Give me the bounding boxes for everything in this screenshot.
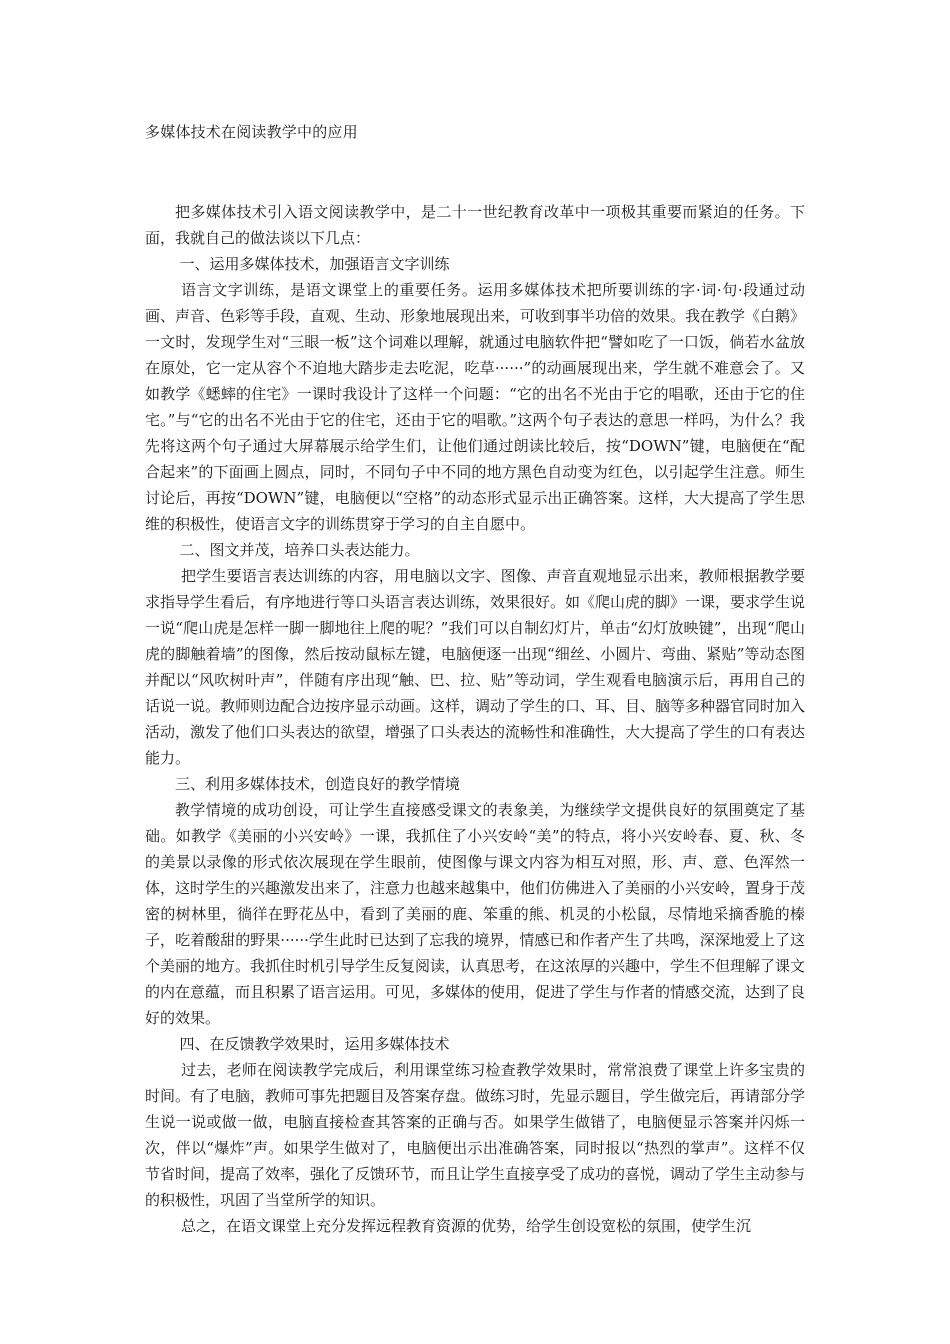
section-heading-1: 一、运用多媒体技术，加强语言文字训练 [179,255,450,273]
document-body [145,199,805,1239]
section-heading-4: 四、在反馈教学效果时，运用多媒体技术 [179,1035,450,1053]
document-title: 多媒体技术在阅读教学中的应用 [145,123,358,141]
section-4-paragraph: 过去，老师在阅读教学完成后，利用课堂练习检查教学效果时，常常浪费了课堂上许多宝贵的时间。有了电脑，教师可事先把题目及答案存盘。做练习时，先显示题目，学生做完后，再请部分学生说一说或做一做，电脑直接检查其答案的正确与否。如果学生做错了，电脑便显示答案并闪烁一次，伴以“爆炸”声。如果学生做对了，电脑便出示出准确答案，同时报以“热烈的掌声”。这样不仅节省时间，提高了效率，强化了反馈环节，而且让学生直接享受了成功的喜悦，调动了学生主动参与的积极性，巩固了当堂所学的知识。 [145,1061,806,1209]
section-heading-2: 二、图文并茂，培养口头表达能力。 [179,541,420,559]
intro-paragraph: 把多媒体技术引入语文阅读教学中，是二十一世纪教育改革中一项极其重要而紧迫的任务。下面，我就自己的做法谈以下几点： [145,203,805,247]
section-1-paragraph: 语言文字训练，是语文课堂上的重要任务。运用多媒体技术把所要训练的字·词·句·段通过动画、声音、色彩等手段，直观、生动、形象地展现出来，可收到事半功倍的效果。我在教学《白鹅》一文时，发现学生对“三眼一板”这个词难以理解，就通过电脑软件把“譬如吃了一口饭，倘若水盆放在原处，它一定从容个不迫地大踏步走去吃泥，吃草······”的动画展现出来，学生就不难意会了。又如教学《蟋蟀的住宅》一课时我设计了这样一个问题：“它的出名不光由于它的唱歌，还由于它的住宅。”与“它的出名不光由于它的住宅，还由于它的唱歌。”这两个句子表达的意思一样吗，为什么？我先将这两个句子通过大屏幕展示给学生们，让他们通过朗读比较后，按“DOWN”键，电脑便在“配合起来”的下面画上圆点，同时，不同句子中不同的地方黑色自动变为红色，以引起学生注意。师生讨论后，再按“DOWN”键，电脑便以“空格”的动态形式显示出正确答案。这样，大大提高了学生思维的积极性，使语言文字的训练贯穿于学习的自主自愿中。 [145,281,806,533]
section-3-paragraph: 教学情境的成功创设，可让学生直接感受课文的表象美，为继续学文提供良好的氛围奠定了基础。如教学《美丽的小兴安岭》一课，我抓住了小兴安岭“美”的特点，将小兴安岭春、夏、秋、冬的美景以录像的形式依次展现在学生眼前，使图像与课文内容为相互对照，形、声、意、色浑然一体，这时学生的兴趣激发出来了，注意力也越来越集中，他们仿佛进入了美丽的小兴安岭，置身于茂密的树林里，徜徉在野花丛中，看到了美丽的鹿、笨重的熊、机灵的小松鼠，尽情地采摘香脆的榛子，吃着酸甜的野果······学生此时已达到了忘我的境界，情感已和作者产生了共鸣，深深地爱上了这个美丽的地方。我抓住时机引导学生反复阅读，认真思考，在这浓厚的兴趣中，学生不但理解了课文的内在意蕴，而且积累了语言运用。可见，多媒体的使用，促进了学生与作者的情感交流，达到了良好的效果。 [145,801,806,1027]
section-2-paragraph: 把学生要语言表达训练的内容，用电脑以文字、图像、声音直观地显示出来，教师根据教学要求指导学生看后，有序地进行等口头语言表达训练，效果很好。如《爬山虎的脚》一课，要求学生说一说“爬山虎是怎样一脚一脚地往上爬的呢？”我们可以自制幻灯片，单击“幻灯放映键”，出现“爬山虎的脚触着墙”的图像，然后按动鼠标左键，电脑便逐一出现“细丝、小圆片、弯曲、紧贴”等动态图并配以“风吹树叶声”，伴随有序出现“触、巴、拉、贴”等动词，学生观看电脑演示后，再用自己的话说一说。教师则边配合边按序显示动画。这样，调动了学生的口、耳、目、脑等多种器官同时加入活动，激发了他们口头表达的欲望，增强了口头表达的流畅性和准确性，大大提高了学生的口有表达能力。 [145,567,806,767]
conclusion-paragraph: 总之，在语文课堂上充分发挥远程教育资源的优势，给学生创设宽松的氛围，使学生沉 [181,1217,752,1235]
section-heading-3: 三、利用多媒体技术，创造良好的教学情境 [175,775,461,793]
